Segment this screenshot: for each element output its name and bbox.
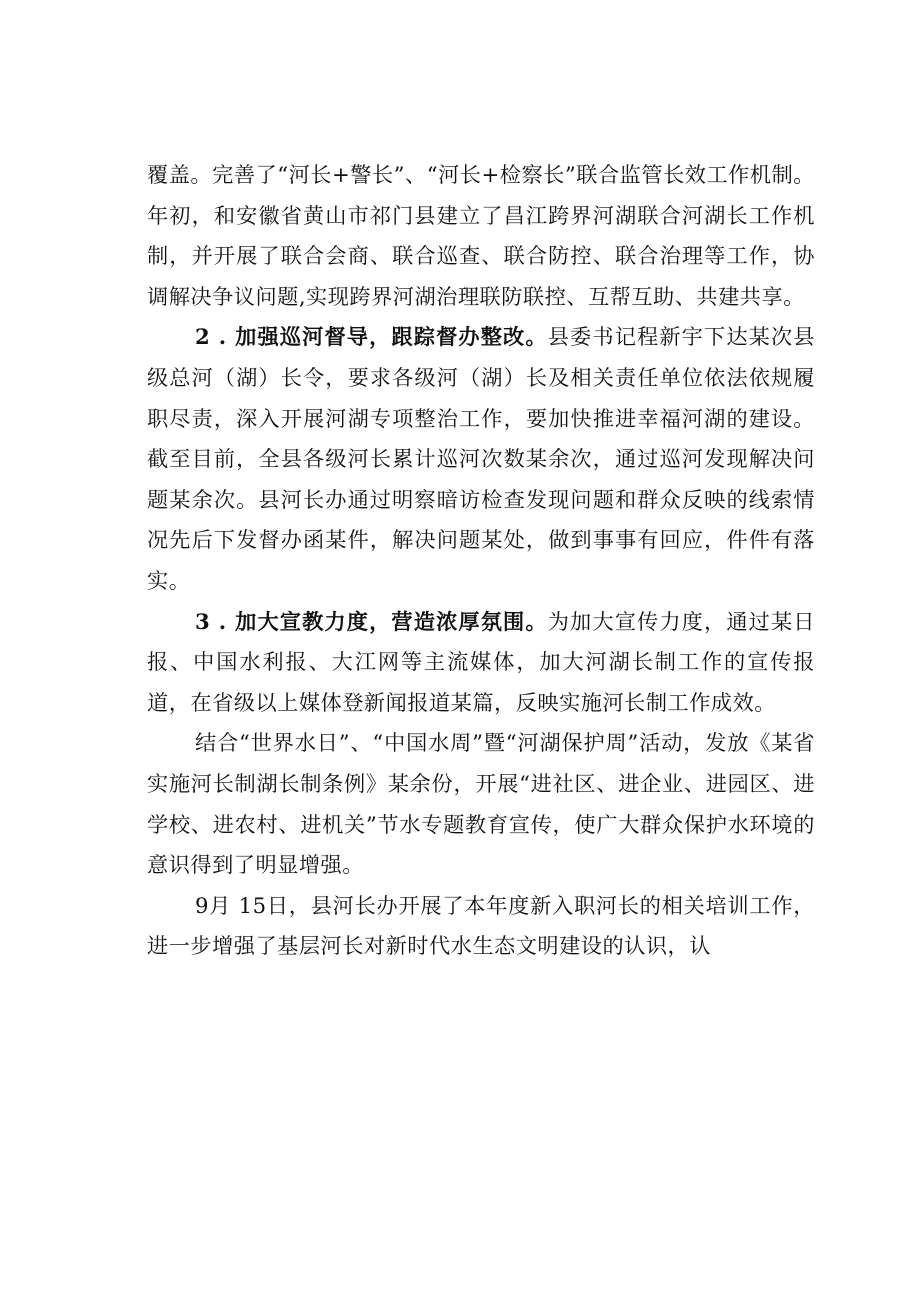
paragraph-body: 县委书记程新宇下达某次县级总河（湖）长令，要求各级河（湖）长及相关责任单位依法依规履职尽责，深入开展河湖专项整治工作，要加快推进幸福河湖的建设。截至目前，全县各级河长累计巡河次数某余次，通过巡河发现解决问题某余次。县河长办通过明察暗访检查发现问题和群众反映的线索情况先后下发督办函某件，解决问题某处，做到事事有回应，件件有落实。	[147, 324, 815, 593]
paragraph-campaign	[147, 723, 815, 885]
paragraph-item-2	[147, 317, 815, 601]
paragraph-training	[147, 886, 815, 967]
paragraph-body: 为加大宣传力度，通过某日报、中国水利报、大江网等主流媒体，加大河湖长制工作的宣传报道，在省级以上媒体登新闻报道某篇，反映实施河长制工作成效。	[147, 608, 815, 715]
paragraph-item-3	[147, 602, 815, 724]
paragraph-body: 覆盖。完善了“河长+警长”、“河长+检察长”联合监管长效工作机制。年初，和安徽省黄山市祁门县建立了昌江跨界河湖联合河湖长工作机制，并开展了联合会商、联合巡查、联合防控、联合治理等工作，协调解决争议问题,实现跨界河湖治理联防联控、互帮互助、共建共享。	[147, 162, 815, 309]
document-body	[147, 155, 815, 967]
paragraph-heading: 2 . 加强巡河督导，跟踪督办整改。	[195, 324, 548, 350]
paragraph-continuation	[147, 155, 815, 317]
paragraph-body: 结合“世界水日”、“中国水周”暨“河湖保护周”活动，发放《某省实施河长制湖长制条例》某余份，开展“进社区、进企业、进园区、进学校、进农村、进机关”节水专题教育宣传，使广大群众保护水环境的意识得到了明显增强。	[147, 730, 815, 878]
paragraph-heading: 3 . 加大宣教力度，营造浓厚氛围。	[195, 608, 548, 634]
paragraph-body: 9月 15日，县河长办开展了本年度新入职河长的相关培训工作，进一步增强了基层河长对新时代水生态文明建设的认识，认	[147, 892, 815, 959]
